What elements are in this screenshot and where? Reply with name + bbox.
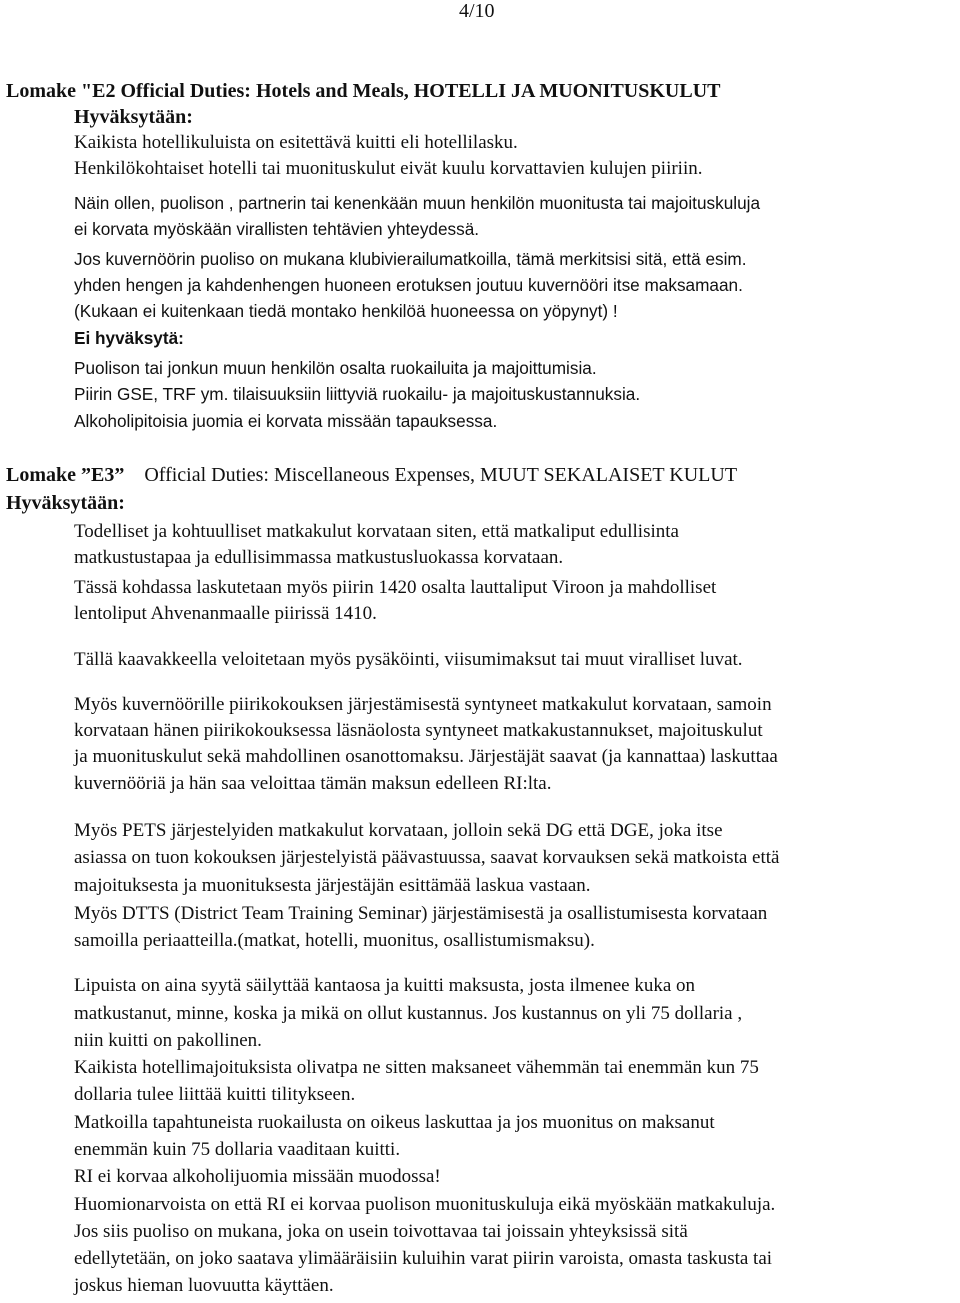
page-number: 4/10 <box>459 0 495 22</box>
e3-line: matkustustapaa ja edullisimmassa matkustusluokassa korvataan. <box>74 547 564 568</box>
e3-line: matkustanut, minne, koska ja mikä on ollut kustannus. Jos kustannus on yli 75 dollaria , <box>74 1003 743 1024</box>
e2-line: ei korvata myöskään virallisten tehtävien yhteydessä. <box>74 219 480 239</box>
e3-approved-label: Hyväksytään: <box>6 492 125 514</box>
e3-line: Myös PETS järjestelyiden matkakulut korvataan, jolloin sekä DG että DGE, joka itse <box>74 820 723 841</box>
e3-heading <box>6 462 737 488</box>
e2-line: yhden hengen ja kahdenhengen huoneen erotuksen joutuu kuvernööri itse maksamaan. <box>74 275 743 295</box>
e3-line: Kaikista hotellimajoituksista olivatpa ne sitten maksaneet vähemmän tai enemmän kun 75 <box>74 1057 759 1078</box>
e3-line: ja muonituskulut sekä mahdollinen osanottomaksu. Järjestäjät saavat (ja kannattaa) laskuttaa <box>74 746 778 767</box>
e3-line: Myös DTTS (District Team Training Seminar) järjestämisestä ja osallistumisesta korvataan <box>74 903 768 924</box>
e3-heading-rest: Official Duties: Miscellaneous Expenses, MUUT SEKALAISET KULUT <box>144 464 738 486</box>
e3-line: RI ei korvaa alkoholijuomia missään muodossa! <box>74 1166 441 1187</box>
e2-line: Alkoholipitoisia juomia ei korvata missään tapauksessa. <box>74 411 498 431</box>
e2-line: Jos kuvernöörin puoliso on mukana klubivierailumatkoilla, tämä merkitsisi sitä, että esim. <box>74 249 747 269</box>
e3-line: edellytetään, on joko saatava ylimääräisiin kuluihin varat piirin varoista, omasta taskusta tai <box>74 1248 773 1269</box>
e3-line: Tällä kaavakkeella veloitetaan myös pysäköinti, viisumimaksut tai muut viralliset luvat. <box>74 649 743 670</box>
e3-line: Huomionarvoista on että RI ei korvaa puolison muonituskuluja eikä myöskään matkakuluja. <box>74 1194 776 1215</box>
e3-heading-prefix: Lomake ”E3” <box>6 464 125 486</box>
e2-line: Näin ollen, puolison , partnerin tai kenenkään muun henkilön muonitusta tai majoituskuluja <box>74 193 761 213</box>
e2-line: Kaikista hotellikuluista on esitettävä kuitti eli hotellilasku. <box>74 132 518 153</box>
e3-line: enemmän kuin 75 dollaria vaaditaan kuitti. <box>74 1139 401 1160</box>
e3-line: dollaria tulee liittää kuitti tilitykseen. <box>74 1084 356 1105</box>
e3-line: korvataan hänen piirikokouksessa läsnäolosta syntyneet matkakustannukset, majoituskulut <box>74 720 763 741</box>
e3-line: kuvernööriä ja hän saa veloittaa tämän maksun edelleen RI:lta. <box>74 773 552 794</box>
e3-line: Myös kuvernöörille piirikokouksen järjestämisestä syntyneet matkakulut korvataan, samoin <box>74 694 772 715</box>
e3-line: joskus hieman luovuutta käyttäen. <box>74 1275 334 1296</box>
e2-line: Piirin GSE, TRF ym. tilaisuuksiin liittyviä ruokailu- ja majoituskustannuksia. <box>74 384 641 404</box>
e3-line: asiassa on tuon kokouksen järjestelyistä päävastuussa, saavat korvauksen sekä matkoista että <box>74 847 780 868</box>
e3-line: samoilla periaatteilla.(matkat, hotelli, muonitus, osallistumismaksu). <box>74 930 595 951</box>
e2-approved-label: Hyväksytään: <box>74 106 193 128</box>
e2-line: Henkilökohtaiset hotelli tai muonituskulut eivät kuulu korvattavien kulujen piiriin. <box>74 158 703 179</box>
e3-line: Jos siis puoliso on mukana, joka on usein toivottavaa tai joissain yhteyksissä sitä <box>74 1221 688 1242</box>
e3-line: majoituksesta ja muonituksesta järjestäjän esittämää laskua vastaan. <box>74 875 591 896</box>
e3-line: Tässä kohdassa laskutetaan myös piirin 1420 osalta lauttaliput Viroon ja mahdolliset <box>74 577 717 598</box>
e3-line: niin kuitti on pakollinen. <box>74 1030 262 1051</box>
e3-line: Matkoilla tapahtuneista ruokailusta on oikeus laskuttaa ja jos muonitus on maksanut <box>74 1112 715 1133</box>
e2-line: (Kukaan ei kuitenkaan tiedä montako henkilöä huoneessa on yöpynyt) ! <box>74 301 618 321</box>
e2-rejected-label: Ei hyväksytä: <box>74 328 184 348</box>
e3-line: lentoliput Ahvenanmaalle piirissä 1410. <box>74 603 377 624</box>
e3-line: Todelliset ja kohtuulliset matkakulut korvataan siten, että matkaliput edullisinta <box>74 521 679 542</box>
e3-line: Lipuista on aina syytä säilyttää kantaosa ja kuitti maksusta, josta ilmenee kuka on <box>74 975 696 996</box>
e2-line: Puolison tai jonkun muun henkilön osalta ruokailuita ja majoittumisia. <box>74 358 597 378</box>
e2-heading: Lomake "E2 Official Duties: Hotels and Meals, HOTELLI JA MUONITUSKULUT <box>6 80 721 102</box>
